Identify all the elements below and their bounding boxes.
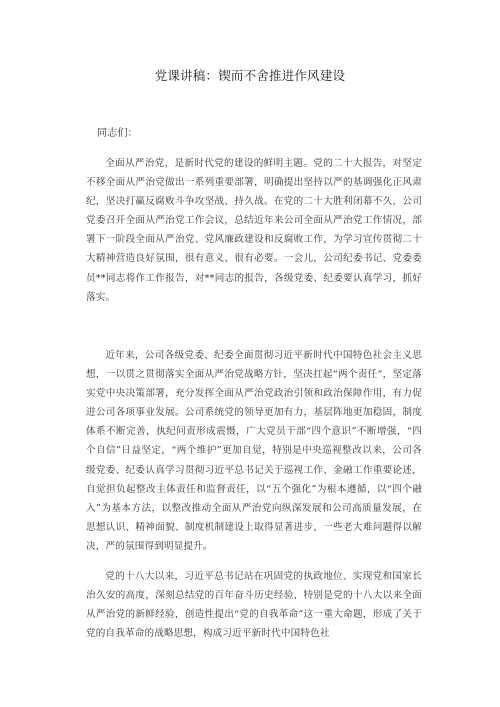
document-title: 党课讲稿：锲而不舍推进作风建设 (154, 68, 346, 83)
body-paragraph: 全面从严治党，是新时代党的建设的鲜明主题。党的二十大报告，对坚定不移全面从严治党做出一系列重要部署，明确提出坚持以严的基调强化正风肃纪，坚决打赢反腐败斗争攻坚战、持久战。在党的二十大胜利闭幕不久，公司党委召开全面从严治党工作会议，总结近年来公司全面从严治党工作情况，部署下一阶段全面从严治党、党风廉政建设和反腐败工作，为学习宣传贯彻二十大精神营造良好氛围，很有意义、很有必要。一会儿，公司纪委书记、党委委员**同志将作工作报告，对**同志的报告，各级党委、纪委要认真学习，抓好落实。 (86, 158, 422, 303)
body-paragraph: 党的十八大以来，习近平总书记站在巩固党的执政地位、实现党和国家长治久安的高度，深刻总结党的百年奋斗历史经验，特别是党的十八大以来全面从严治党的新鲜经验，创造性提出“党的自我革命”这一重大命题，形成了关于党的自我革命的战略思想，构成习近平新时代中国特色社 (86, 571, 422, 640)
body-paragraph: 近年来，公司各级党委、纪委全面贯彻习近平新时代中国特色社会主义思想，一以贯之贯彻落实全面从严治党战略方针，坚决扛起“两个责任“，坚定落实党中央决策部署，充分发挥全面从严治党政治引领和政治保障作用，有力促进公司各项事业发展。公司系统党的领导更加有力，基层阵地更加稳固，制度体系不断完善，执纪问责形成震慑，广大党员干部“四个意识”不断增强，“四个自信”日益坚定，“两个维护”更加自觉，特别是中央巡视整改以来，公司各级党委、纪委认真学习贯彻习近平总书记关于巡视工作、金融工作重要论述，自觉担负起整改主体责任和监督责任，以“五个强化”为根本遵循，以“四个融入”为基本方法，以整改推动全面从严治党向纵深发展和公司高质量发展，在思想认识、精神面貌、制度机制建设上取得显著进步，一些老大难问题得以解决，严的氛围得到明显提升。 (86, 350, 422, 552)
salutation: 同志们： (97, 128, 138, 139)
